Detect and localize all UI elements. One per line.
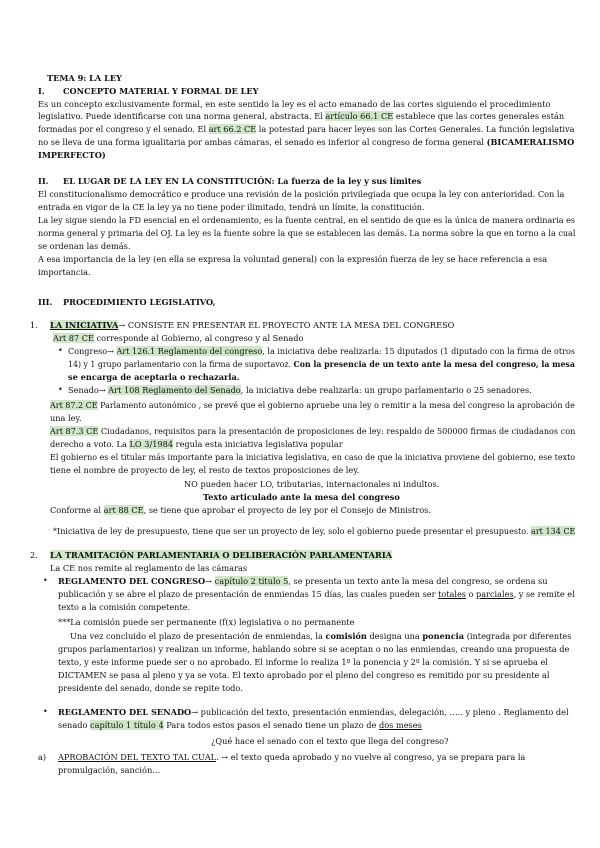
s2-line-1: El constitucionalismo democrático e produce una revisión de la posición privilegiada que ocupa la ley con anterioridad. Con la — [38, 189, 565, 199]
presupuesto-line: *Iniciativa de ley de presupuesto, tiene que ser un proyecto de ley, solo el gobierno puede presentar el presupuesto. art 134 CE — [53, 526, 576, 536]
comision-line-2: grupos parlamentarios) y realizan un informe, hablando sobre si se aceptan o no las enmiendas, creando una propuesta de — [58, 644, 570, 654]
bullet-dot: • — [58, 346, 63, 355]
comision-line-3: texto, y este informe puede ser o no aprobado. El informe lo realiza 1º la ponencia y 2º la comisión. Y si se aprueba el — [58, 657, 548, 667]
centered-note-2: Texto articulado ante la mesa del congreso — [203, 492, 400, 502]
p2-heading: LA TRAMITACIÓN PARLAMENTARIA O DELIBERACIÓN PARLAMENTARIA — [50, 550, 392, 560]
art87-line: Art 87 CE corresponde al Gobierno, al congreso y al Senado — [53, 333, 304, 343]
s2-line-3: La ley sigue siendo la FD esencial en el ordenamiento, es la fuente central, en el sentido de que es la única de manera ordinaria es — [38, 215, 576, 225]
centered-note-1: NO pueden hacer LO, tributarias, internacionales ni indultos. — [184, 479, 440, 489]
s2-line-4: norma general y primaria del OJ. La ley es la fuente sobre la que se establecen las demás. La norma sobre la que en torno a la cual — [38, 228, 576, 238]
p1-heading: LA INICIATIVA→ CONSISTE EN PRESENTAR EL PROYECTO ANTE LA MESA DEL CONGRESO — [50, 320, 455, 330]
rc-line-3: texto a la comisión competente. — [58, 602, 191, 612]
bullet-dot: • — [43, 576, 48, 585]
s1-line-4: no se lleva de una forma igualitaria por ambas cámaras, el senado es inferior al congreso de forma general (BICAMERALISMO — [38, 137, 575, 147]
comision-line-5: presidente del senado, donde se repite todo. — [58, 683, 243, 693]
section-3-heading: PROCEDIMIENTO LEGISLATIVO, — [63, 297, 216, 307]
p2-number: 2. — [30, 550, 38, 560]
s2-line-2: entrada en vigor de la CE la ley ya no tiene poder ilimitado, tendrá un límite, la constitución. — [38, 202, 425, 212]
congreso-line-2: 14) y 1 grupo parlamentario con la firma de suportavoz. Con la presencia de un texto ante la mesa del congreso, la mesa — [68, 359, 575, 369]
comision-line-1: Una vez concluido el plazo de presentación de enmiendas, la comisión designa una ponencia (integrada por diferentes — [70, 631, 572, 641]
p1-number: 1. — [30, 320, 38, 330]
comision-note: ***La comisión puede ser permanente (f(x) legislativa o no permanente — [58, 617, 355, 627]
congreso-line-1: Congreso→ Art 126.1 Reglamento del congreso, la iniciativa debe realizarla: 15 diputados (1 diputado con la firma de otros — [68, 346, 575, 356]
s2-line-5: se ordenan las demás. — [38, 241, 131, 251]
senado-line: Senado→ Art 108 Reglamento del Senado, la iniciativa debe realizarla: un grupo parlamentario o 25 senadores. — [68, 385, 532, 395]
congreso-line-3: se encarga de aceptarla o rechazarla. — [68, 372, 240, 382]
s1-line-1: Es un concepto exclusivamente formal, en este sentido la ley es el acto emanado de las cortes siguiendo el procedimiento — [38, 99, 551, 109]
art87-3-line-2: derecho a voto. La LO 3/1984 regula esta iniciativa legislativa popular — [50, 439, 343, 449]
rc-line-1: REGLAMENTO DEL CONGRESO→ capítulo 2 título 5, se presenta un texto ante la mesa del congreso, se ordena su — [58, 576, 548, 586]
section-1-heading: CONCEPTO MATERIAL Y FORMAL DE LEY — [63, 86, 259, 96]
p2-intro: La CE nos remite al reglamento de las cámaras — [50, 563, 248, 573]
s2-line-6: A esa importancia de la ley (en ella se expresa la voluntad general) con la expresión fuerza de ley se hace referencia a esa — [38, 254, 548, 264]
gobierno-line-2: tiene el nombre de proyecto de ley, el resto de textos proposiciones de ley. — [50, 465, 360, 475]
section-3-number: III. — [38, 297, 53, 307]
rs-line-2: senado capítulo 1 título 4 Para todos estos pasos el senado tiene un plazo de dos meses — [58, 720, 422, 730]
document-title: TEMA 9: LA LEY — [47, 73, 122, 83]
s1-line-3: formadas por el congreso y el senado. El art 66.2 CE la potestad para hacer leyes son las Cortes Generales. La función legislativa — [38, 124, 575, 134]
section-1-number: I. — [38, 86, 45, 96]
s2-line-7: importancia. — [38, 267, 91, 277]
section-2-heading: EL LUGAR DE LA LEY EN LA CONSTITUCIÓN: La fuerza de la ley y sus límites — [63, 176, 422, 186]
senado-question: ¿Qué hace el senado con el texto que llega del congreso? — [211, 736, 449, 746]
bullet-dot: • — [43, 707, 48, 716]
art87-3-line-1: Art 87.3 CE Ciudadanos, requisitos para la presentación de proposiciones de ley: respaldo de 500000 firmas de ciudadanos con — [50, 426, 576, 436]
s1-line-5: IMPERFECTO) — [38, 150, 106, 160]
gobierno-line-1: El gobierno es el titular más importante para la iniciativa legislativa, en caso de que la iniciativa proviene del gobierno, ese texto — [50, 452, 576, 462]
option-a-line-2: promulgación, sanción… — [58, 765, 161, 775]
bullet-dot: • — [58, 385, 63, 394]
art87-2-line-2: una ley. — [50, 413, 82, 423]
rs-line-1: REGLAMENTO DEL SENADO→ publicación del texto, presentación enmiendas, delegación, ….. y pleno . Reglamento del — [58, 707, 569, 717]
art-66-1-highlight: artículo 66.1 CE — [325, 111, 394, 121]
option-a-line-1: APROBACIÓN DEL TEXTO TAL CUAL. → el texto queda aprobado y no vuelve al congreso, ya se prepara para la — [58, 752, 526, 762]
section-2-number: II. — [38, 176, 49, 186]
comision-line-4: DICTAMEN se pasa al pleno y ya se vota. El texto aprobado por el pleno del congreso es remitido por su presidente al — [58, 670, 550, 680]
option-a-label: a) — [38, 752, 47, 762]
art-66-2-highlight: art 66.2 CE — [208, 124, 257, 134]
art87-2-line-1: Art 87.2 CE Parlamento autonómico , se prevé que el gobierno apruebe una ley o remitir a la mesa del congreso la aprobación de — [50, 400, 575, 410]
rc-line-2: publicación y se abre el plazo de presentación de enmiendas 15 días, las cuales pueden ser totales o parciales, y se remite el — [58, 589, 575, 599]
s1-line-2: legislativo. Puede identificarse con una norma general, abstracta. El artículo 66.1 CE establece que las cortes generales están — [38, 111, 565, 121]
art88-line: Conforme al art 88 CE, se tiene que aprobar el proyecto de ley por el Consejo de Ministros. — [50, 505, 431, 515]
